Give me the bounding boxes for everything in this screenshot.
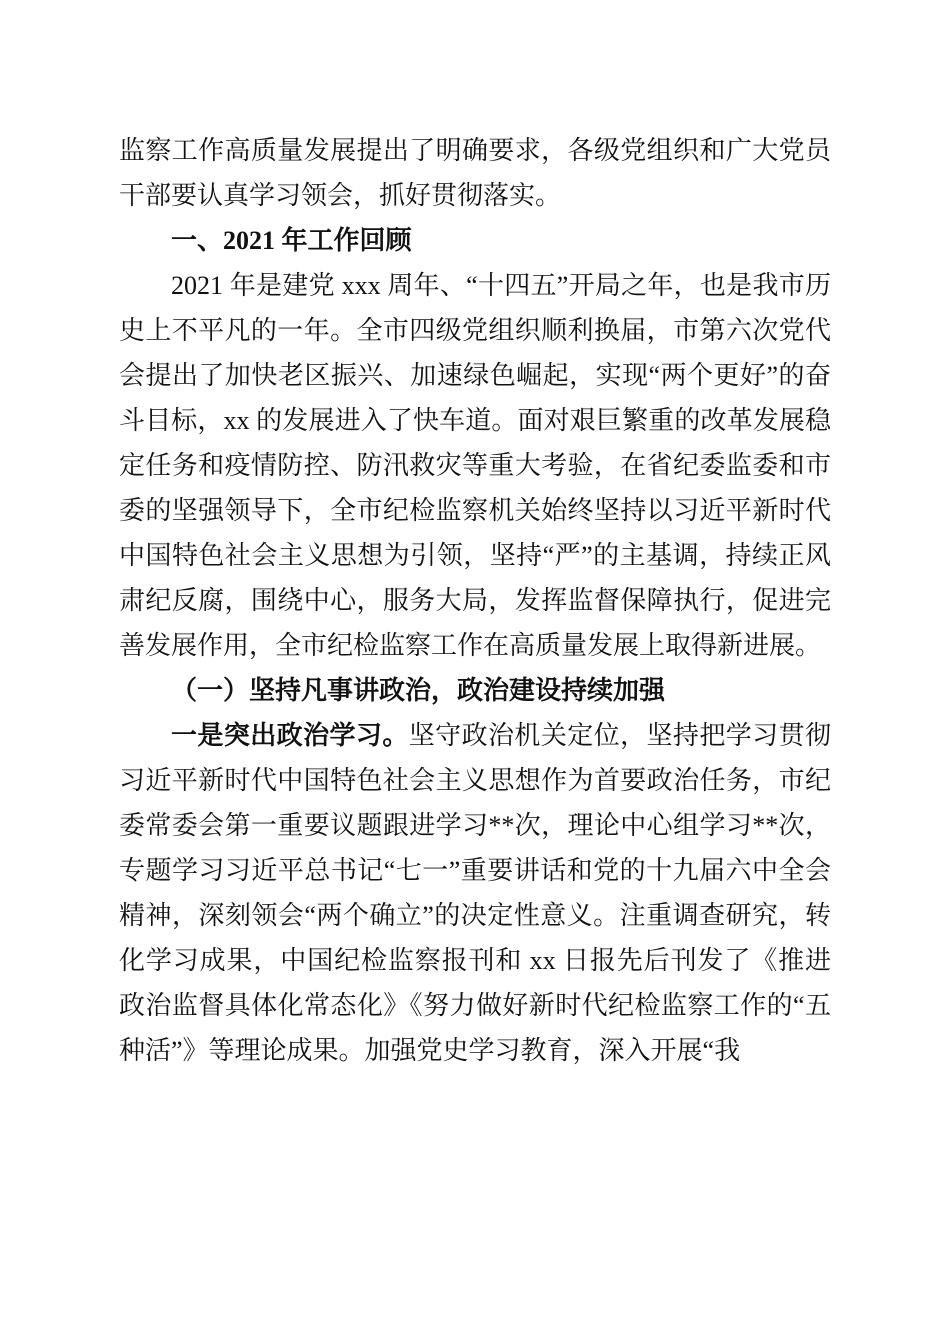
- paragraph: [119, 263, 831, 668]
- text-run: 2021 年是建党 xxx 周年、“十四五”开局之年，也是我市历史上不平凡的一年。全市四级党组织顺利换届，市第六次党代会提出了加快老区振兴、加速绿色崛起，实现“两个更好”的奋斗目标，xx 的发展进入了快车道。面对艰巨繁重的改革发展稳定任务和疫情防控、防汛救灾等重大考验，在省纪委监委和市委的坚强领导下，全市纪检监察机关始终坚持以习近平新时代中国特色社会主义思想为引领，坚持“严”的主基调，持续正风肃纪反腐，围绕中心，服务大局，发挥监督保障执行，促进完善发展作用，全市纪检监察工作在高质量发展上取得新进展。: [119, 271, 831, 660]
- paragraph: [119, 713, 831, 1073]
- document-body: [119, 128, 831, 1073]
- bold-text-run: 一、2021 年工作回顾: [171, 226, 412, 255]
- bold-text-run: 一是突出政治学习。: [171, 721, 409, 750]
- heading: [119, 218, 831, 263]
- heading: [119, 668, 831, 713]
- text-run: 坚守政治机关定位，坚持把学习贯彻习近平新时代中国特色社会主义思想作为首要政治任务，市纪委常委会第一重要议题跟进学习**次，理论中心组学习**次，专题学习习近平总书记“七一”重要讲话和党的十九届六中全会精神，深刻领会“两个确立”的决定性意义。注重调查研究，转化学习成果，中国纪检监察报刊和 xx 日报先后刊发了《推进政治监督具体化常态化》《努力做好新时代纪检监察工作的“五种活”》等理论成果。加强党史学习教育，深入开展“我: [119, 721, 831, 1065]
- bold-text-run: （一）坚持凡事讲政治，政治建设持续加强: [171, 676, 666, 705]
- text-run: 监察工作高质量发展提出了明确要求，各级党组织和广大党员干部要认真学习领会，抓好贯彻落实。: [119, 136, 831, 210]
- paragraph: [119, 128, 831, 218]
